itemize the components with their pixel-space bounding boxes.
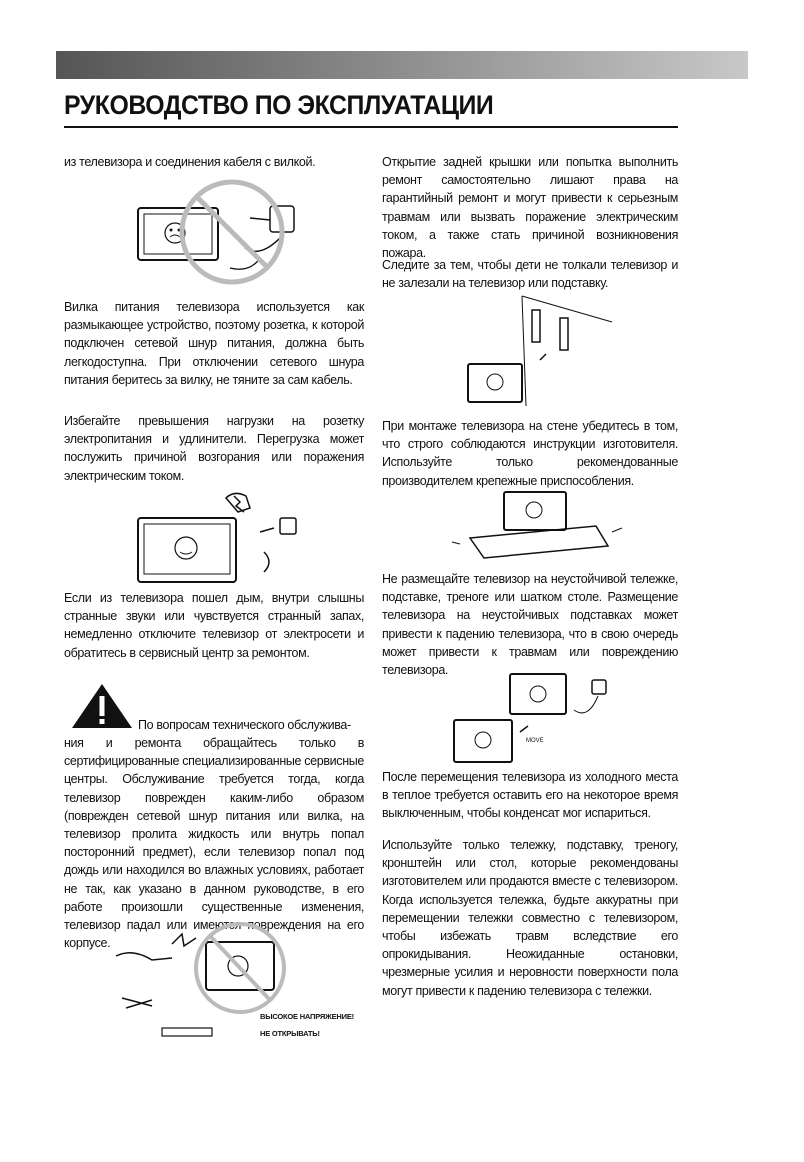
unstable-stand-illustration: [448, 488, 628, 562]
overload-tv-icon: [134, 492, 304, 588]
repair-illustration: [112, 928, 282, 1046]
high-voltage-label: [260, 1012, 354, 1039]
high-voltage-label-line1: ВЫСОКОЕ НАПРЯЖЕНИЕ!: [260, 1012, 354, 1021]
wall-bracket-icon: [462, 296, 642, 406]
right-paragraph-1: Открытие задней крышки или попытка выполнить ремонт самостоятельно лишают права на гарантийный ремонт и могут привести к серьезным травмам или вызвать поражение электрическим током, а также стать причиной возникновения пожара.: [382, 155, 678, 261]
moving-tv-illustration: [448, 670, 618, 766]
right-paragraph-4: Не размещайте телевизор на неустойчивой тележке, подставке, треноге или шатком столе. Размещение телевизора на неустойчивых подставках может привести к падению телевизора, что в свою очередь может привести к травмам или повреждению телевизора.: [382, 572, 678, 678]
move-label: MOVE: [526, 738, 544, 744]
tv-on-table-icon: [448, 488, 628, 562]
page-title: РУКОВОДСТВО ПО ЭКСПЛУАТАЦИИ: [64, 90, 494, 120]
move-tv-icon: [448, 670, 618, 766]
wall-mount-illustration: [462, 296, 642, 406]
right-paragraph-5: После перемещения телевизора из холодного места в теплое требуется оставить его на некоторое время выключенным, чтобы конденсат мог испариться.: [382, 770, 678, 821]
prohibited-icon: [130, 178, 320, 290]
service-paragraph-first-line: По вопросам технического обслужива-: [138, 718, 351, 732]
tv-unplug-illustration: [130, 178, 320, 290]
left-paragraph-3: Избегайте превышения нагрузки на розетку электропитания и удлинители. Перегрузка может послужить причиной возгорания или поражения электрическим током.: [64, 414, 364, 483]
warning-triangle-icon: [70, 682, 134, 730]
overload-illustration: [134, 492, 304, 588]
title-divider: [64, 126, 678, 128]
left-paragraph-1: из телевизора и соединения кабеля с вилкой.: [64, 155, 316, 169]
do-not-open-label: НЕ ОТКРЫВАТЬ!: [260, 1029, 320, 1038]
right-paragraph-3: При монтаже телевизора на стене убедитесь в том, что строго соблюдаются инструкции изготовителя. Используйте только рекомендованные производителем крепежные приспособления.: [382, 419, 678, 488]
left-paragraph-4: Если из телевизора пошел дым, внутри слышны странные звуки или чувствуется странный запах, немедленно отключите телевизор от электросети и обратитесь в сервисный центр за ремонтом.: [64, 591, 364, 660]
service-paragraph: ния и ремонта обращайтесь только в сертифицированные специализированные сервисные центры. Обслуживание требуется тогда, когда телевизор поврежден каким-либо образом (поврежден сетевой шнур питания или вилка, на телевизор пролита жидкость или внутрь попал посторонний предмет), если телевизор попал под дождь или находился во влажных условиях, работает не так, как указано в данном руководстве, в его работе произошли существенные изменения, телевизор падал или имеются повреждения на его корпусе.: [64, 736, 364, 951]
right-paragraph-6: Используйте только тележку, подставку, треногу, кронштейн или стол, которые рекомендованы изготовителем или продаются вместе с телевизором. Когда используется тележка, будьте аккуратны при перемещении тележки совместно с телевизором, чтобы избежать травм вследствие его опрокидывания. Неожиданные остановки, чрезмерные усилия и неровности поверхности пола могут привести к падению телевизора с тележки.: [382, 838, 678, 998]
right-paragraph-2: Следите за тем, чтобы дети не толкали телевизор и не залезали на телевизор или подставку.: [382, 258, 678, 291]
left-paragraph-2: Вилка питания телевизора используется как размыкающее устройство, поэтому розетка, к которой подключен сетевой шнур питания, должна быть легкодоступна. При отключении сетевого шнура питания беритесь за вилку, не тяните за сам кабель.: [64, 300, 364, 387]
header-bar: [56, 51, 748, 79]
high-voltage-tv-icon: [112, 928, 282, 1046]
